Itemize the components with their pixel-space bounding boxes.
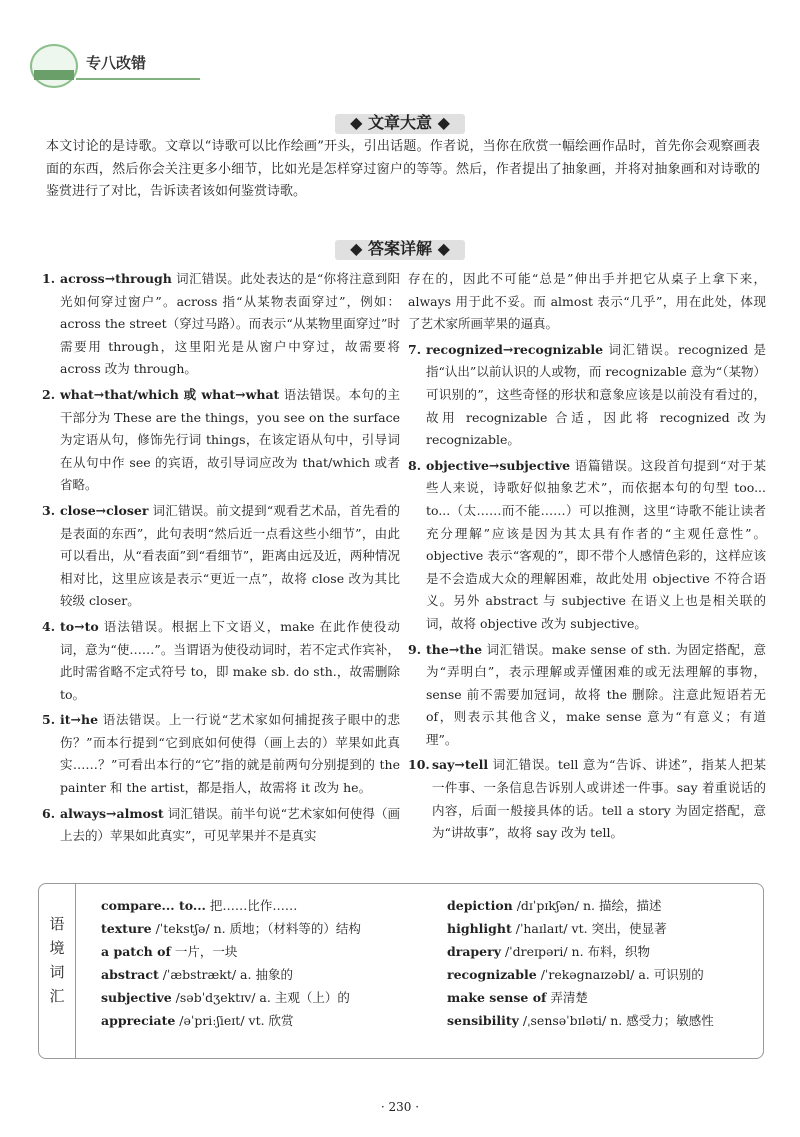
answer-continuation: 存在的，因此不可能“总是”伸出手并把它从桌子上拿下来，always 用于此不妥。而 almost 表示“几乎”，用在此处，体现了艺术家所画苹果的逼真。 — [408, 271, 766, 332]
vocabulary-side-label-box — [39, 884, 76, 1058]
answer-item: 1. across→through 词汇错误。此处表达的是“你将注意到阳光如何穿过窗户”。across 指“从某物表面穿过”，例如：across the street（穿过马路）。而表示“从某物里面穿过”时需要用 through，这里阳光是从窗户中穿过，故需要将 across 改为 through。 — [42, 271, 400, 377]
vocab-entry: sensibility /ˌsensəˈbɪləti/ n. 感受力；敏感性 — [447, 1013, 714, 1028]
page-number: · 230 · — [380, 1100, 420, 1114]
answers-title: 答案详解 — [367, 239, 432, 258]
vocab-entry: texture /ˈtekstʃə/ n. 质地；（材料等的）结构 — [101, 921, 361, 936]
answer-item: 7. recognized→recognizable 词汇错误。recognized 是指“认出”以前认识的人或物，而 recognizable 意为“（某物）可识别的”，这些奇怪的形状和意象应该是以前没有看过的，故用 recognizable 合适，因此将 recognized 改为 recognizable。 — [408, 341, 766, 448]
vocab-entry: compare... to... 把……比作…… — [101, 898, 298, 913]
vocab-entry: drapery /ˈdreɪpəri/ n. 布料，织物 — [447, 944, 651, 959]
chapter-title: 专八改错 — [86, 54, 147, 72]
answer-item: 6. always→almost 词汇错误。前半句说“艺术家如何使得（画上去的）苹果如此真实”，可见苹果并不是真实 — [42, 805, 400, 844]
vocab-entry: subjective /səbˈdʒektɪv/ a. 主观（上）的 — [101, 990, 350, 1005]
summary-paragraph: 本文讨论的是诗歌。文章以“诗歌可以比作绘画”开头，引出话题。作者说，当你在欣赏一幅绘画作品时，首先你会观察画表面的东西，然后你会关注更多小细节，比如光是怎样穿过窗户的等等。然后，作者提出了抽象画，并将对抽象画和对诗歌的鉴赏进行了对比，告诉读者该如何鉴赏诗歌。 — [46, 139, 760, 199]
vocab-entry: abstract /ˈæbstrækt/ a. 抽象的 — [101, 967, 293, 982]
answer-item: 8. objective→subjective 语篇错误。这段首句提到“对于某些人来说，诗歌好似抽象艺术”，而依据本句的句型 too... to...（太……而不能……）可以推测，这里“诗歌不能让读者充分理解”应该是因为其太具有作者的“主观任意性”。objective 表示“客观的”，即不带个人感情色彩的，这样应该是不会造成大众的理解困难，故此处用 objective 不符合语义。另外 abstract 与 subjective 在语义上也是相关联的词，故将 objective 改为 subjective。 — [408, 457, 766, 631]
vocab-entry: recognizable /ˈrekəgnaɪzəbl/ a. 可识别的 — [447, 967, 704, 982]
answer-item: 2. what→that/which 或 what→what 语法错误。本句的主干部分为 These are the things，you see on the surface 为定语从句，修饰先行词 things，在该定语从句中，引导词在从句中作 see 的宾语，故引导词应改为 that/which 或者省略。 — [42, 386, 400, 493]
answer-item: 10. say→tell 词汇错误。tell 意为“告诉、讲述”，指某人把某一件事、一条信息告诉别人或讲述一件事。say 着重说话的内容，后面一般接具体的话。tell a story 为固定搭配，意为“讲故事”，故将 say 改为 tell。 — [408, 757, 766, 841]
answers-banner: ◆ 答案详解 ◆ — [335, 236, 465, 262]
vocab-entry: highlight /ˈhaɪlaɪt/ vt. 突出，使显著 — [447, 921, 667, 936]
vocab-entry: a patch of 一片，一块 — [101, 944, 238, 959]
header-rule — [76, 78, 200, 80]
logo-badge — [30, 44, 78, 88]
logo-badge-label — [34, 70, 74, 80]
page-header — [30, 44, 290, 88]
vocab-entry: depiction /dɪˈpɪkʃən/ n. 描绘，描述 — [447, 898, 662, 913]
vocabulary-side-label: 语境词汇 — [49, 915, 65, 1005]
vocab-entry: appreciate /əˈpriːʃieɪt/ vt. 欣赏 — [101, 1013, 294, 1028]
vocabulary-right-list — [447, 894, 714, 1032]
answer-item: 3. close→closer 词汇错误。前文提到“观看艺术品，首先看的是表面的东西”，此句表明“然后近一点看这些小细节”，由此可以看出，从“看表面”到“看细节”，距离由远及近，两种情况相对比，这里应该是表示“更近一点”，故将 close 改为其比较级 closer。 — [42, 502, 400, 609]
answer-item: 4. to→to 语法错误。根据上下文语义，make 在此作使役动词，意为“使……”。当谓语为使役动词时，若不定式作宾补，此时需省略不定式符号 to，即 make sb. do sth.，故需删除 to。 — [42, 618, 400, 702]
answer-item: 5. it→he 语法错误。上一行说“艺术家如何捕捉孩子眼中的悲伤？”而本行提到“它到底如何使得（画上去的）苹果如此真实……？”可看出本行的“它”指的就是前两句分别提到的 the painter 和 the artist，都是指人，故需将 it 改为 he。 — [42, 712, 400, 796]
answer-item: 9. the→the 词汇错误。make sense of sth. 为固定搭配，意为“弄明白”，表示理解或弄懂困难的或无法理解的事物，sense 前不需要加冠词，故将 the 删除。注意此短语若无 of，则表示其他含义，make sense 意为“有意义；有道理”。 — [408, 641, 766, 747]
vocabulary-box — [38, 883, 764, 1059]
answers-left-column — [42, 268, 400, 851]
answers-right-column — [408, 268, 766, 848]
vocabulary-left-list — [101, 894, 361, 1032]
summary-title: 文章大意 — [367, 113, 432, 132]
summary-banner: ◆ 文章大意 ◆ — [335, 110, 465, 136]
vocab-entry: make sense of 弄清楚 — [447, 990, 588, 1005]
